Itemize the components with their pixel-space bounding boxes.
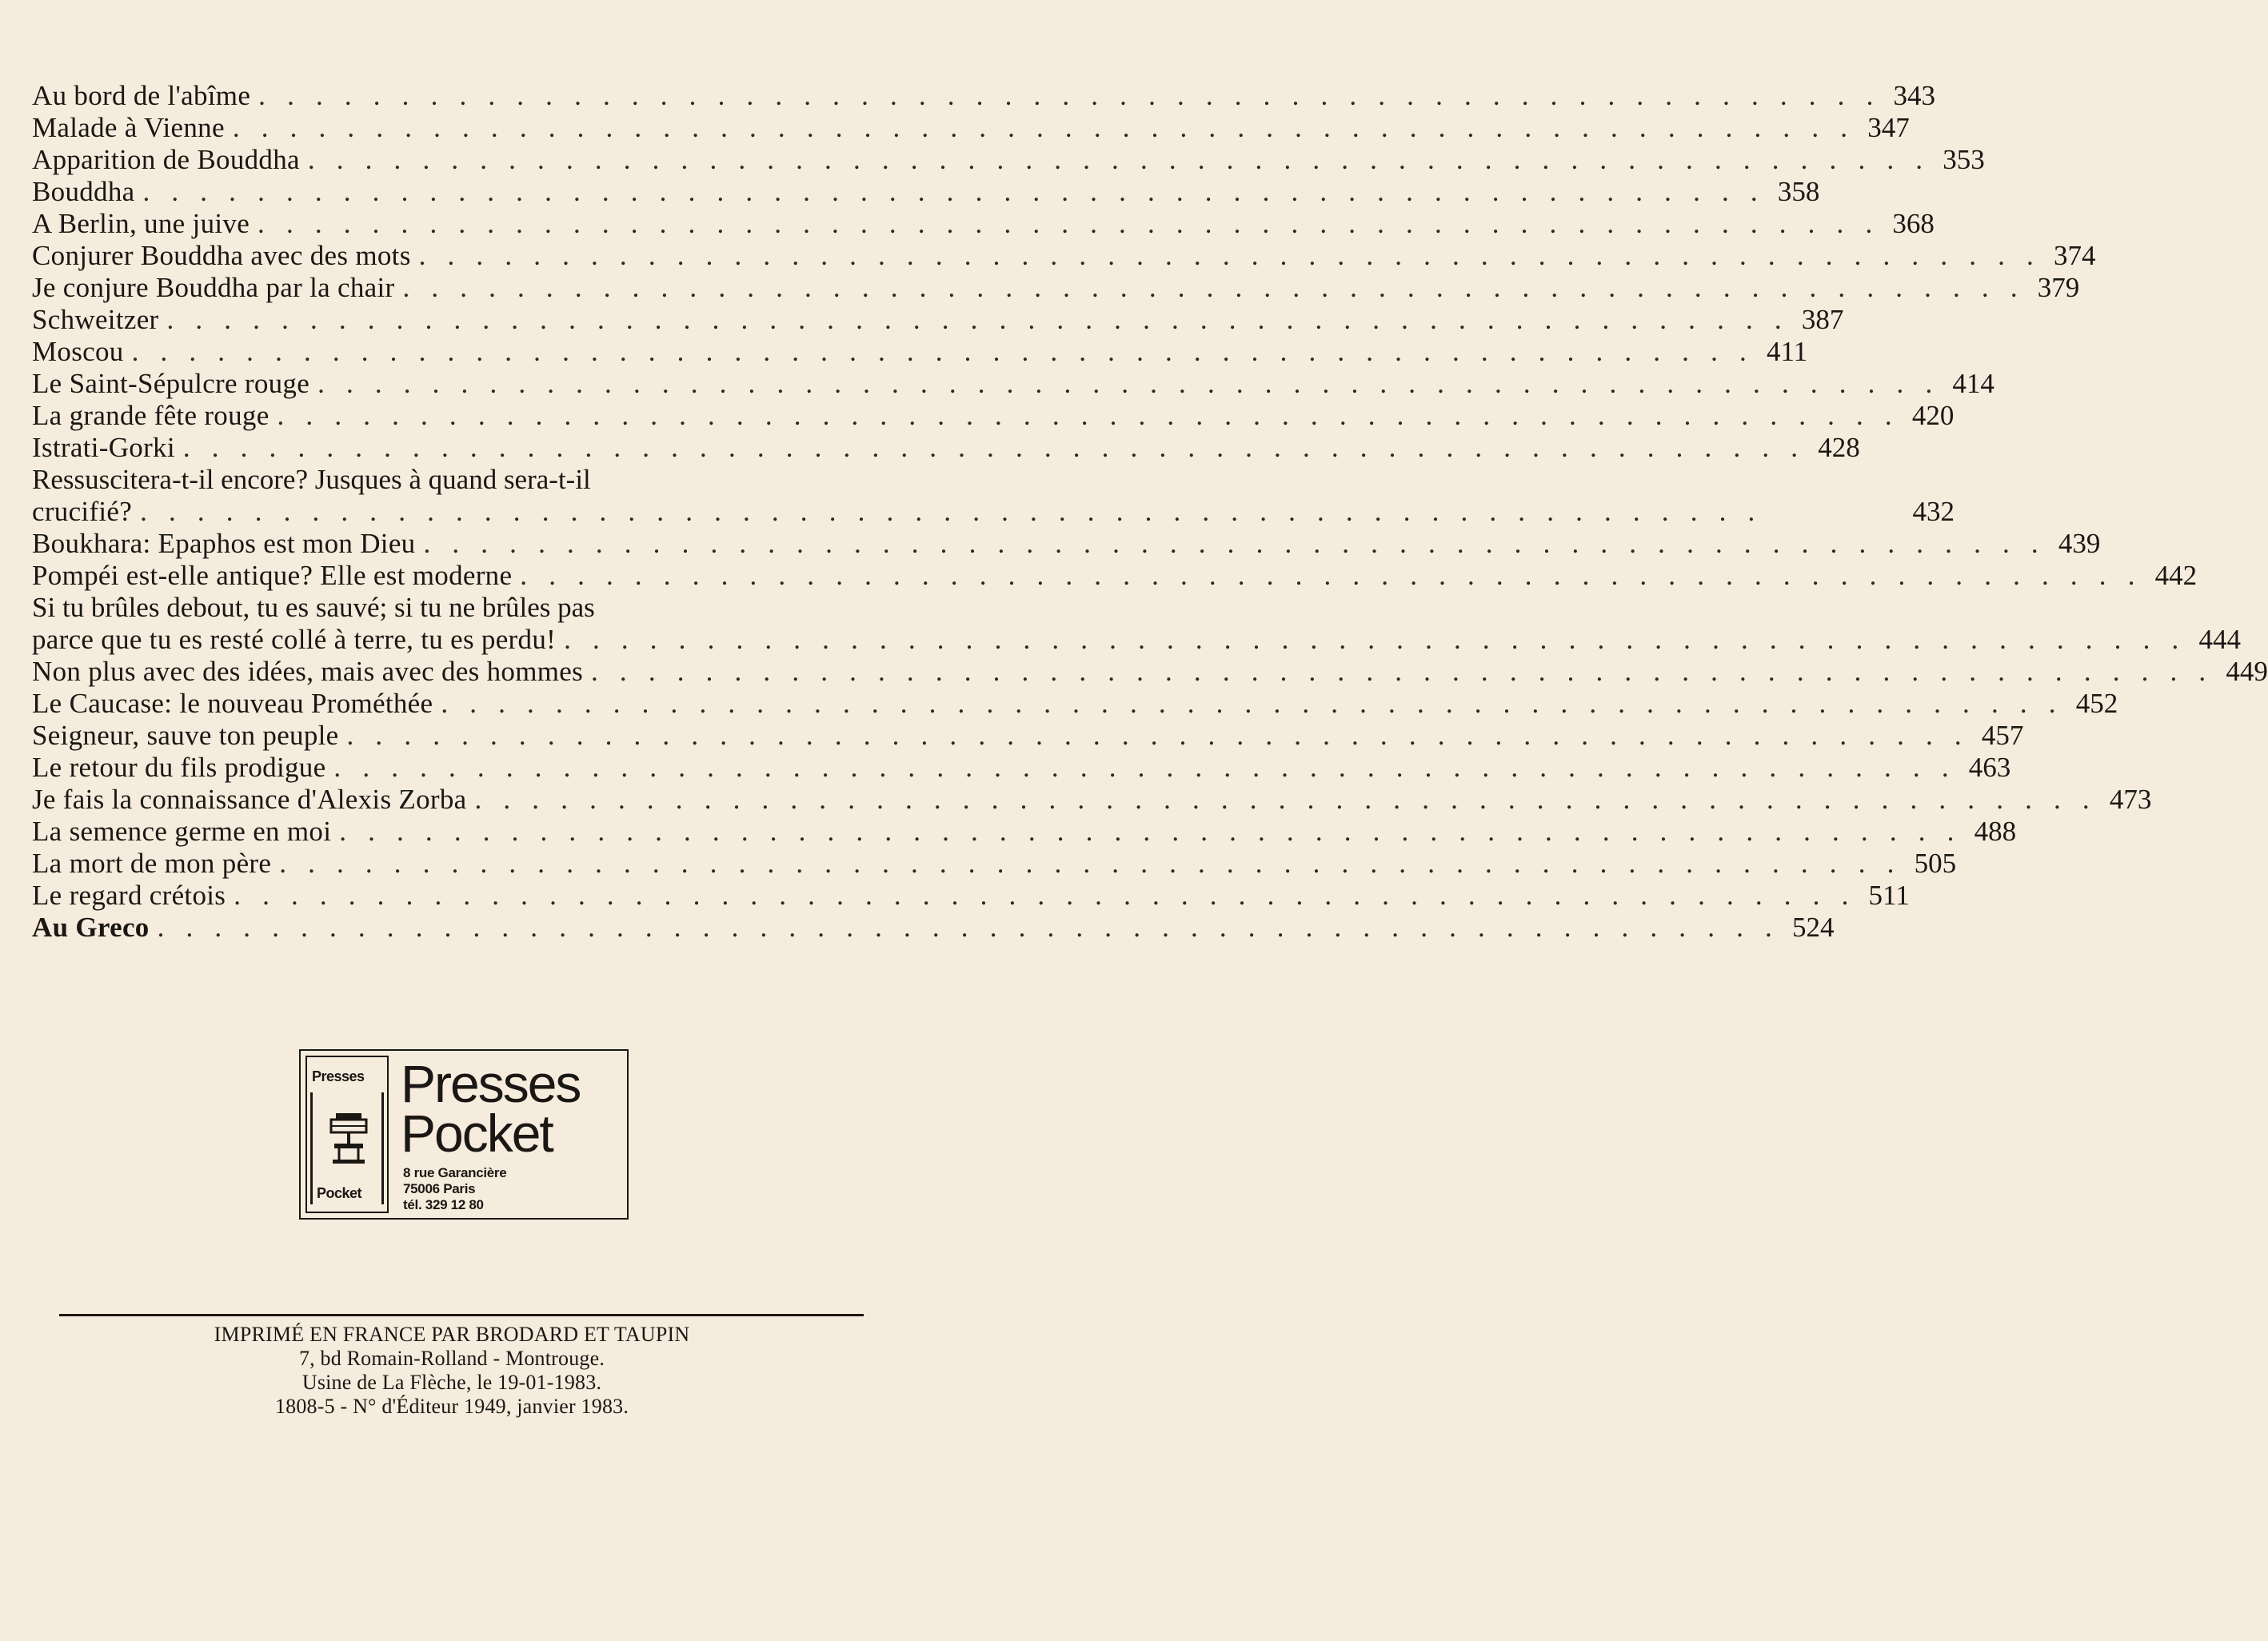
toc-entry-page: 511 xyxy=(1868,880,1910,911)
toc-entry xyxy=(32,720,2024,752)
publisher-address xyxy=(403,1165,506,1213)
toc-entry-page: 463 xyxy=(1968,752,2011,783)
toc-entry-page: 524 xyxy=(1791,912,1835,943)
toc-entry xyxy=(32,112,1910,144)
toc-entry xyxy=(32,752,2011,784)
toc-entry-title: Le Caucase: le nouveau Prométhée xyxy=(32,688,433,719)
toc-entry xyxy=(32,240,2096,272)
dot-leader: . . . . . . . . . . . . . . . . . . . . . . . . . . . . . . . . . . . . . . . . . . . . . . . . . . . . . . . . . xyxy=(234,880,1856,911)
toc-entry xyxy=(32,848,1957,880)
toc-entry-title: Je fais la connaissance d'Alexis Zorba xyxy=(32,784,467,815)
address-street: 8 rue Garancière xyxy=(403,1165,507,1180)
toc-entry xyxy=(32,816,2017,848)
toc-entry-title: Non plus avec des idées, mais avec des hommes xyxy=(32,656,584,687)
toc-entry xyxy=(32,80,1936,112)
dot-leader: . . . . . . . . . . . . . . . . . . . . . . . . . . . . . . . . . . . . . . . . . . . . . . . . . . . . . . . . . xyxy=(317,368,1940,399)
toc-entry xyxy=(32,432,1860,464)
toc-entry-title: Schweitzer xyxy=(32,304,159,335)
dot-leader: . . . . . . . . . . . . . . . . . . . . . . . . . . . . . . . . . . . . . . . . . . . . . . . . . . . . . . . . . xyxy=(474,784,2097,815)
toc-entry-page: 368 xyxy=(1892,208,1935,239)
colophon-line-1: IMPRIMÉ EN FRANCE PAR BRODARD ET TAUPIN xyxy=(214,1323,690,1346)
toc-entry-title: La semence germe en moi xyxy=(32,816,332,847)
dot-leader: . . . . . . . . . . . . . . . . . . . . . . . . . . . . . . . . . . . . . . . . . . . . . . . . . . . . . . . . . xyxy=(339,816,1962,847)
dot-leader: . . . . . . . . . . . . . . . . . . . . . . . . . . . . . . . . . . . . . . . . . . . . . . . . . . . . . . . . . xyxy=(140,496,1763,527)
toc-entry-title: Conjurer Bouddha avec des mots xyxy=(32,240,411,271)
publisher-logo xyxy=(299,1049,629,1220)
toc-entry-title: Seigneur, sauve ton peuple xyxy=(32,720,339,751)
toc-entry xyxy=(32,208,1935,240)
dot-leader: . . . . . . . . . . . . . . . . . . . . . . . . . . . . . . . . . . . . . . . . . . . . . . . . . . . . . . . . . xyxy=(418,240,2041,271)
toc-entry-title: La mort de mon père xyxy=(32,848,272,879)
toc-entry-title: Au Greco xyxy=(32,912,150,943)
emblem-rule-right xyxy=(381,1092,384,1204)
colophon-line-2: 7, bd Romain-Rolland - Montrouge. xyxy=(298,1347,605,1370)
toc-entry xyxy=(32,464,1955,528)
emblem-rule-left xyxy=(310,1092,313,1204)
emblem-label-top: Presses xyxy=(312,1068,365,1084)
logo-emblem xyxy=(305,1056,389,1213)
toc-entry xyxy=(32,368,1994,400)
toc-entry-title-line: Ressuscitera-t-il encore? Jusques à quand sera-t-il xyxy=(32,464,591,495)
emblem-label-bottom: Pocket xyxy=(317,1185,362,1201)
toc-entry-page: 505 xyxy=(1914,848,1957,879)
toc-entry-title: La grande fête rouge xyxy=(32,400,270,431)
toc-entry-page: 442 xyxy=(2154,560,2198,591)
toc-entry-page: 428 xyxy=(1818,432,1860,463)
toc-entry xyxy=(32,304,1844,336)
dot-leader: . . . . . . . . . . . . . . . . . . . . . . . . . . . . . . . . . . . . . . . . . . . . . . . . . . . . . . . . . xyxy=(182,432,1806,463)
toc-entry-title: Malade à Vienne xyxy=(32,112,225,143)
dot-leader: . . . . . . . . . . . . . . . . . . . . . . . . . . . . . . . . . . . . . . . . . . . . . . . . . . . . . . . . . xyxy=(564,624,2186,655)
toc-entry-page: 473 xyxy=(2109,784,2152,815)
toc-entry-title: Apparition de Bouddha xyxy=(32,144,300,175)
toc-entry-page: 387 xyxy=(1801,304,1844,335)
dot-leader: . . . . . . . . . . . . . . . . . . . . . . . . . . . . . . . . . . . . . . . . . . . . . . . . . . . . . . . . . xyxy=(166,304,1789,335)
toc-entry-page: 449 xyxy=(2226,656,2268,687)
toc-entry-title-line: Si tu brûles debout, tu es sauvé; si tu ne brûles pas xyxy=(32,592,595,623)
toc-entry-page: 439 xyxy=(2058,528,2101,559)
dot-leader: . . . . . . . . . . . . . . . . . . . . . . . . . . . . . . . . . . . . . . . . . . . . . . . . . . . . . . . . . xyxy=(279,848,1902,879)
toc-entry-page: 414 xyxy=(1952,368,1994,399)
address-city: 75006 Paris xyxy=(403,1181,476,1196)
toc-entry-page: 457 xyxy=(1981,720,2024,751)
toc-entry xyxy=(32,528,2101,560)
dot-leader: . . . . . . . . . . . . . . . . . . . . . . . . . . . . . . . . . . . . . . . . . . . . . . . . . . . . . . . . . xyxy=(157,912,1779,943)
toc-entry xyxy=(32,144,1985,176)
colophon-line-4: 1808-5 - N° d'Éditeur 1949, janvier 1983. xyxy=(274,1395,629,1418)
toc-entry xyxy=(32,176,1820,208)
toc-entry-title: Istrati-Gorki xyxy=(32,432,175,463)
dot-leader: . . . . . . . . . . . . . . . . . . . . . . . . . . . . . . . . . . . . . . . . . . . . . . . . . . . . . . . . . xyxy=(258,208,1880,239)
printer-colophon xyxy=(0,1323,904,1419)
table-of-contents xyxy=(32,80,2268,944)
brand-line-1: Presses xyxy=(401,1054,581,1113)
toc-entry xyxy=(32,656,2268,688)
toc-entry-page: 379 xyxy=(2037,272,2080,303)
toc-entry-page: 411 xyxy=(1766,336,1808,367)
toc-entry-page: 358 xyxy=(1777,176,1820,207)
toc-entry-page: 444 xyxy=(2198,624,2241,655)
toc-entry-page: 353 xyxy=(1943,144,1985,175)
dot-leader: . . . . . . . . . . . . . . . . . . . . . . . . . . . . . . . . . . . . . . . . . . . . . . . . . . . . . . . . . xyxy=(333,752,1956,783)
toc-entry-page: 488 xyxy=(1974,816,2017,847)
divider-rule xyxy=(59,1314,864,1316)
toc-entry xyxy=(32,560,2198,592)
toc-entry-title: Au bord de l'abîme xyxy=(32,80,251,111)
toc-entry-title: Pompéi est-elle antique? Elle est moderne xyxy=(32,560,513,591)
dot-leader: . . . . . . . . . . . . . . . . . . . . . . . . . . . . . . . . . . . . . . . . . . . . . . . . . . . . . . . . . xyxy=(346,720,1969,751)
toc-entry-page: 347 xyxy=(1867,112,1910,143)
dot-leader: . . . . . . . . . . . . . . . . . . . . . . . . . . . . . . . . . . . . . . . . . . . . . . . . . . . . . . . . . xyxy=(441,688,2063,719)
toc-entry xyxy=(32,784,2152,816)
toc-entry xyxy=(32,912,1835,944)
toc-entry-page: 374 xyxy=(2053,240,2096,271)
dot-leader: . . . . . . . . . . . . . . . . . . . . . . . . . . . . . . . . . . . . . . . . . . . . . . . . . . . . . . . . . xyxy=(258,80,1881,111)
dot-leader: . . . . . . . . . . . . . . . . . . . . . . . . . . . . . . . . . . . . . . . . . . . . . . . . . . . . . . . . . xyxy=(277,400,1899,431)
brand-line-2: Pocket xyxy=(401,1104,553,1163)
toc-entry-page: 343 xyxy=(1893,80,1936,111)
toc-entry xyxy=(32,336,1808,368)
toc-entry-page: 420 xyxy=(1911,400,1955,431)
toc-entry xyxy=(32,400,1955,432)
toc-entry-title: Bouddha xyxy=(32,176,135,207)
toc-entry xyxy=(32,272,2080,304)
toc-entry-title: Le retour du fils prodigue xyxy=(32,752,326,783)
toc-entry-title: Je conjure Bouddha par la chair xyxy=(32,272,395,303)
toc-entry-title: Le Saint-Sépulcre rouge xyxy=(32,368,310,399)
brand-name xyxy=(401,1054,581,1163)
dot-leader: . . . . . . . . . . . . . . . . . . . . . . . . . . . . . . . . . . . . . . . . . . . . . . . . . . . . . . . . . xyxy=(307,144,1931,175)
toc-entry-title: Moscou xyxy=(32,336,124,367)
dot-leader: . . . . . . . . . . . . . . . . . . . . . . . . . . . . . . . . . . . . . . . . . . . . . . . . . . . . . . . . . xyxy=(520,560,2142,591)
toc-entry-page: 452 xyxy=(2075,688,2118,719)
dot-leader: . . . . . . . . . . . . . . . . . . . . . . . . . . . . . . . . . . . . . . . . . . . . . . . . . . . . . . . . . xyxy=(423,528,2046,559)
toc-entry-title: Boukhara: Epaphos est mon Dieu xyxy=(32,528,416,559)
dot-leader: . . . . . . . . . . . . . . . . . . . . . . . . . . . . . . . . . . . . . . . . . . . . . . . . . . . . . . . . . xyxy=(402,272,2025,303)
toc-entry-title: parce que tu es resté collé à terre, tu es perdu! xyxy=(32,624,557,655)
toc-entry-title: A Berlin, une juive xyxy=(32,208,250,239)
printing-press-icon xyxy=(328,1112,369,1168)
toc-entry xyxy=(32,688,2118,720)
address-phone: tél. 329 12 80 xyxy=(403,1197,484,1212)
dot-leader: . . . . . . . . . . . . . . . . . . . . . . . . . . . . . . . . . . . . . . . . . . . . . . . . . . . . . . . . . xyxy=(131,336,1754,367)
dot-leader: . . . . . . . . . . . . . . . . . . . . . . . . . . . . . . . . . . . . . . . . . . . . . . . . . . . . . . . . . xyxy=(142,176,1765,207)
dot-leader: . . . . . . . . . . . . . . . . . . . . . . . . . . . . . . . . . . . . . . . . . . . . . . . . . . . . . . . . . xyxy=(232,112,1855,143)
toc-entry xyxy=(32,592,2241,656)
toc-entry-title: crucifié? xyxy=(32,496,133,527)
toc-entry-page: 432 xyxy=(1912,496,1955,527)
colophon-line-3: Usine de La Flèche, le 19-01-1983. xyxy=(301,1371,602,1394)
dot-leader: . . . . . . . . . . . . . . . . . . . . . . . . . . . . . . . . . . . . . . . . . . . . . . . . . . . . . . . . . xyxy=(591,656,2214,687)
toc-entry xyxy=(32,880,1910,912)
toc-entry-title: Le regard crétois xyxy=(32,880,226,911)
